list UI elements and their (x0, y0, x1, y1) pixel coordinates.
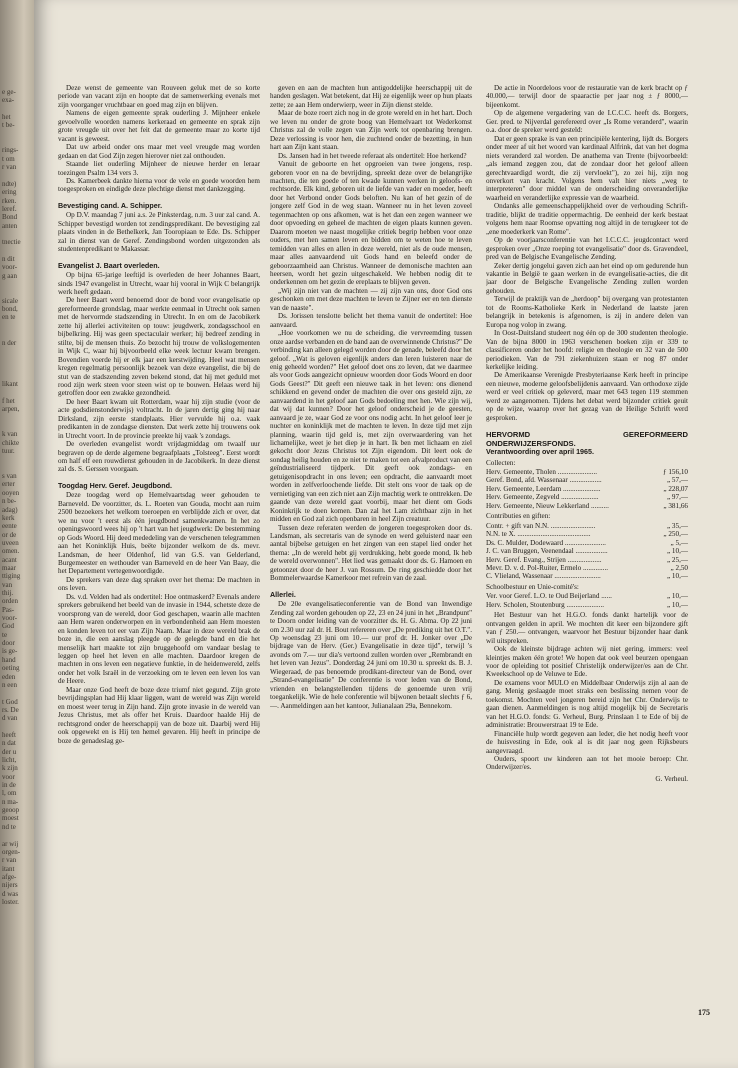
margin-fragment: te (2, 630, 8, 639)
margin-fragment: afge- (2, 872, 17, 881)
paragraph: Op bijna 65-jarige leeftijd is overleden de heer Johannes Baart, sinds 1947 evangelist in Utrecht, waar hij vooral in Wijk C belangrijk werk heeft gedaan. (58, 271, 260, 296)
margin-fragment: t God (2, 697, 18, 706)
margin-fragment: maar (2, 563, 16, 572)
ledger-amount: „ 25,— (666, 555, 688, 564)
margin-fragment: God (2, 622, 15, 631)
ledger-row (486, 468, 688, 476)
ledger-label: Mevr. D. v. d. Pol-Ruiter, Ermelo .............. (486, 564, 609, 573)
margin-fragment: likant (2, 380, 18, 389)
paragraph: In Oost-Duitsland studeert nog één op de 300 studenten theologie. Van de bijna 8000 in 1963 verschenen boeken zijn er 339 te classificeren onder het hoofd: religie en theologie en 32 van de 500 periodieken. Van de 791 ziekenhuizen staan er nog 87 onder kerkelijke leiding. (486, 329, 688, 371)
margin-fragment: orgen- (2, 847, 21, 856)
paragraph: Zeker dertig jongelui gaven zich aan het eind op om gedurende hun vakantie in België te gaan werken in de evangelisatie-acties, die dit jaar door de Belgische Evangelische Zending zullen worden gehouden. (486, 261, 688, 295)
paragraph: Staande liet ouderling Mijnheer de nieuwe herder en leraar toezingen Psalm 134 vers 3. (58, 160, 260, 177)
collections-ledger (486, 468, 688, 510)
column-1 (58, 84, 260, 1044)
paragraph: Op de algemene vergadering van de I.C.C.C. heeft ds. Borgers, Ger. pred. te Nijverdal gerefereerd over „Is Rome veranderd", waarin o.a. door de spreker werd gesteld: (486, 109, 688, 135)
margin-fragment: rken. (2, 196, 17, 205)
paragraph: Deze wenst de gemeente van Rouveen geluk met de so korte periode van vacant zijn en hoopte dat de samenwerking evenals met zijn voorganger vruchtbaar en goed mag zijn en blijven. (58, 84, 260, 109)
paragraph: Dat er geen sprake is van een principiële kentering, lijdt ds. Borgers onder meer af uit het woord van kardinaal Alfrink, dat van het dogma niets veranderd zal worden. De anathema van Trente (bijvoorbeeld: „als iemand zeggen zou, dat de zondaar door het geloof alleen gerechtvaardigd wordt, die zij vervloekt"), zo zei hij, zijn nog onverkort van kracht. Volgens hem valt hier niets „weg te interpreteren" door middel van de onderscheiding onveranderlijke waarheid en veranderlijke expressie van de waarheid. (486, 134, 688, 202)
schools-label: Schoolbestuur en Unie-comité's: (486, 582, 579, 591)
margin-fragment: r van (2, 163, 17, 172)
article-heading: Evangelist J. Baart overleden. (58, 261, 160, 270)
margin-fragment: Pas- (2, 605, 15, 614)
margin-fragment: nijers (2, 881, 18, 890)
margin-fragment: anten (2, 221, 18, 230)
margin-fragment: eente (2, 522, 17, 531)
margin-fragment: in de (2, 781, 16, 790)
paragraph: Het Bestuur van het H.G.O. fonds dankt hartelijk voor de ontvangen gelden in april. We mochten dit keer een bijzondere gift van ƒ 250.— ontvangen, waarvoor het Bestuur bijzonder haar dank wil uitspreken. (486, 611, 688, 645)
margin-fragment: n dat (2, 739, 16, 748)
ledger-row (486, 556, 688, 564)
column-3 (486, 84, 688, 1044)
ledger-amount: „ 35,— (666, 521, 688, 530)
paragraph: Tussen deze referaten werden de jongeren toegesproken door ds. Landsman, als secretaris van de synode en werd geluisterd naar een aantal bijbelse getuigen en het zingen van een stapel lied onder het thema: „In de wereld hebt gij verdrukking, hebt goede mond, Ik heb de wereld overwonnen". Het lied was gemaakt door ds. G. Hamoen en getoonzet door de heer J. van Rossum. De ring geschiedde door het Bommelerwaardse Kamerkoor met refrein van de zaal. (270, 523, 472, 583)
margin-fragment: ering (2, 188, 17, 197)
paragraph: Ds. v.d. Velden had als ondertitel: Hoe ontmaskerd? Evenals andere sprekers gebruikend het beeld van de invasie in 1944, schetste deze de voorsprong van de wereld, door God geschapen, waarin alle machten aan Hem waren onderworpen en in verbondenheid aan Hem moesten en konden leven tot eer van Zijn Naam. Maar in deze wereld brak de boze in, die een aanslag pleegde op de gelegde band en die het menselijk hart maakte tot zijn bruggehoofd om vandaar beslag te leggen op heel het leven en alle machten. Daardoor kregen de machten in ons leven een negatieve funktie, in de heidenwereld, zelfs onder het volk Israël in de verzoeking om te leven een leven los van de Heere. (58, 592, 260, 686)
margin-fragment: oeting (2, 664, 20, 673)
ledger-row (486, 592, 688, 600)
margin-fragment: itant (2, 864, 15, 873)
ledger-row (486, 601, 688, 609)
paragraph: De heer Baart werd benoemd door de bond voor evangelisatie op gereformeerde grondslag, maar werkte eenmaal in Utrecht ook samen met de hervormde stadszending in Utrecht. In en om de Jacobikerk zette hij allerlei activiteiten op touw: jeugdwerk, zondagsschool en bijbelkring. Hij was geen spectaculair werker; hij bedreef zending in stilte, bij de mensen thuis. Zo bezocht hij trouw de volkslogementen in Wijk C, waar hij bijvoorbeeld elke week lectuur kwam brengen. Bovendien voerde hij er elk jaar een kerstwijding. Heel wat mensen kregen regelmatig persoonlijk bezoek van deze evangelist, die bij de stut van de stadszending zeven bekend stond, dat hij met geduld met rood zijn werk steen voor steen wist op te bouwen. Helaas werd hij getroffen door een zwakke gezondheid. (58, 296, 260, 398)
margin-fragment: orden (2, 597, 18, 606)
gifts-label: Contributies en giften: (486, 512, 551, 521)
margin-fragment: f het (2, 396, 15, 405)
margin-fragment: hand (2, 655, 16, 664)
margin-fragment: tuur. (2, 447, 15, 456)
ledger-label: Ver. voor Geref. L.O. te Oud Beijerland ...... (486, 592, 612, 601)
paragraph: Op de voorjaarsconferentie van het I.C.C.C. jeugdcontact werd gesproken over „Onze roeping tot evangelisatie" door ds. Gravendeel, pred van de Belgische Evangelische Zending. (486, 236, 688, 262)
ledger-label: Contr. + gift van N.N. ......................... (486, 521, 596, 530)
margin-fragment: sicale (2, 296, 18, 305)
margin-fragment: k van (2, 430, 18, 439)
fund-title: HERVORMD GEREFORMEERD ONDERWIJZERSFONDS. (486, 430, 688, 449)
ledger-label: Herv. Scholen, Stoutenburg ..................... (486, 600, 605, 609)
margin-fragment: r van (2, 856, 17, 865)
ledger-row (486, 502, 688, 510)
ledger-amount: „ 250,— (663, 530, 688, 539)
margin-fragment: Bond (2, 213, 18, 222)
margin-fragment: l, om (2, 789, 17, 798)
paragraph: Maar de boze roert zich nog in de grote wereld en in het hart. Doch we leven nu onder de grote boog van Hemelvaart tot Wederkomst Christus zal de volle zegen van Zijn werk tot openbaring brengen. Deze verlossing is voor hen, die zuchtend onder de bezetting, in hun hart aan Zijn kant staan. (270, 109, 472, 152)
margin-fragment: thij. (2, 589, 14, 597)
margin-fragment: n een (2, 680, 17, 689)
margin-fragment: geoop (2, 806, 20, 815)
margin-fragment: door (2, 639, 15, 648)
ledger-row (486, 547, 688, 555)
margin-fragment: rings- (2, 146, 19, 155)
ledger-label: Herv. Gemeente, Nieuw Lekkerland .......... (486, 501, 609, 510)
ledger-amount: „ 381,66 (663, 501, 688, 510)
margin-fragment: erter (2, 480, 15, 489)
margin-fragment: t om (2, 154, 15, 163)
margin-fragment: g aan (2, 271, 17, 280)
ledger-amount: „ 10,— (666, 547, 688, 556)
page (34, 0, 738, 1068)
paragraph: Ds. Jorissen tenslotte belicht het thema vanuit de ondertitel: Hoe aanvaard. (270, 312, 472, 329)
ledger-row (486, 476, 688, 484)
margin-fragment: voor (2, 772, 15, 781)
margin-fragment: der u (2, 747, 17, 756)
margin-fragment: is ge- (2, 647, 18, 656)
margin-fragment: chikte (2, 438, 20, 447)
ledger-label: Geref. Bond, afd. Wassenaar .................. (486, 476, 602, 485)
paragraph: De actie in Noordeloos voor de restauratie van de kerk bracht op ƒ 40.000,— terwijl door de spaaractie per jaar nog ± ƒ 8000,— bijeenkomt. (486, 84, 688, 109)
paragraph: Vanuit de geboorte en het opgroeien van twee jongens, resp. geboren voor en na de bevrijding, spreekt deze over de belangrijke machten, die ten goede of ten kwade kunnen werken in geloofs- en rechtsorde. Elk kind, geboren uit de liefde van vader en moeder, heeft door het Verbond onder Gods beloften. Nu kan of het gezin of de jongere zelf God in de weg staan. Wanneer nu in het leven zoveel tegenmachten op ons afkomen, wat is het dan een zegen wanneer we door opvoeding en geheel de machten de eigen plaats kunnen geven. Daarom moeten we naast mogelijke critiek begrip hebben voor onze ouders, met hen samen leven en bidden om te weten hoe te leven temidden van alles en allen in deze wereld, niet als de oude mensen, maar alles aanvaardend uit Gods hand en beleefd onder de geboorzaamheid aan Christus. Wanneer de demonische machten aan heersen, wordt het gezin uitgeschakeld. We hebben nodig dit te onderkennen om het gezin de ereplaats te blijven geven. (270, 160, 472, 287)
article-heading: Allerlei. (270, 590, 296, 599)
ledger-label: Ds. C. Mulder, Dodewaard ....................... (486, 538, 606, 547)
margin-fragment: n ma- (2, 797, 19, 806)
ledger-row (486, 522, 688, 530)
column-3-articles (486, 84, 688, 422)
ledger-amount: „ 97,— (666, 493, 688, 502)
margin-fragment: d was (2, 889, 19, 898)
paragraph: De heer Baart kwam uit Rotterdam, waar hij zijn studie (voor de acte godsdienstonderwijs) voltracht. In de jaren dertig ging hij naar Dirksland, zijn eerste standplaats. Hier vervulde hij o.a. vaak predikanten in de zondagse diensten. Dat werk zette hij trouwens ook in Utrecht voort. In de provincie preekte hij vaak 's zondags. (58, 397, 260, 440)
margin-fragment: tnectie (2, 238, 21, 247)
paragraph: Dat uw arbeid onder ons maar met veel vreugde mag worden gedaan en dat God Zijn zegen hierover niet zal onthouden. (58, 143, 260, 160)
margin-fragment: e ge- (2, 88, 16, 96)
paragraph: Ds. Kamerbeek dankte hierna voor de vele en goede woorden hem toegesproken en eindigde deze plechtige dienst met dankzegging. (58, 176, 260, 194)
ledger-amount: „ 10,— (666, 592, 688, 601)
column-2 (270, 84, 472, 1044)
paragraph: De sprekers van deze dag spraken over het thema: De machten in ons leven. (58, 575, 260, 593)
margin-fragment: s van (2, 472, 17, 481)
fund-closing (486, 611, 688, 772)
margin-fragment: ndte) (2, 179, 17, 188)
margin-fragment: voor- (2, 263, 18, 272)
page-number: 175 (698, 1008, 710, 1017)
margin-fragment: leref. (2, 204, 17, 213)
ledger-amount: „ 10,— (666, 572, 688, 581)
paragraph: „Hoe voorkomen we nu de scheiding, die vervreemding tussen onze aardse verbanden en de band aan de overwinnende Christus?" De verbinding kan alleen gelegd worden door de genade, beleefd door het geloof. „Wat is geloven eigenlijk anders dan leren luisteren naar de enig geheeld worden?" Het geloof doet ons zo leven, dat we daarmee als voor Gods aangezicht opnieuw woorden door Gods Woord en door Gods Geest?" Dit geeft een nieuwe taak in het leven: ons dienend schikkend en gevend onder de machten die over ons gesteld zijn, ze aanvaardend in het geloof aan Gods bedoeling met hen. Wie zijn wij, dat wij dat kunnen? Door het geloof onderscheid je de geesten, aanvaard je ze, waar God ze voor ons nodig acht. In het geloof leer je nuchter en koninklijk met de machten te leven. In deze tijd met zijn planning, waarin tijd geld is, met zijn overwaardering van het lichamelijke, weet je het diep je in hart. Ik ben met lichaam en ziel gekocht door Jezus Christus tot Zijn eigendom. Dit leert ook de sondag heilig houden en ze niet te maken tot een afvalproduct van een geïndustrialiseerd tijdperk. Dit geeft ook zondags- en getuigenisopdracht in ons leven; een opdracht, die aanvaardt moet worden in zelfverloochende liefde. Dit stelt ons voor de taak op de vernietiging van een zich niet aan Zijn machtig werk te onttrekken. De gaande van deze wereld gaat voorbij, maar het dient om Gods Koninkrijk te doen komen. Dan zal het Lam zichtbaar zijn in het midden en God zal zich openbaren in heel Zijn creatuur. (270, 329, 472, 524)
article-heading: Bevestiging cand. A. Schipper. (58, 201, 163, 210)
margin-fragment: d van (2, 714, 18, 723)
paragraph: De Amerikaanse Verenigde Presbyteriaanse Kerk heeft in principe een nieuwe, moderne geloofsbelijdenis aanvaard. Van orthodoxe zijde werd er veel critiek op geleverd, maar met 643 tegen 119 stemmen werd ze aangenomen. Tijdens het debat werd bijzonder critiek geuit op de wijze, waarop over het gezag van de Heilige Schrift werd gesproken. (486, 371, 688, 422)
margin-fragment: loster. (2, 897, 19, 906)
margin-fragment: rs. De (2, 705, 19, 714)
ledger-label: Herv. Gemeente, Leerdam ..................... (486, 484, 601, 493)
ledger-amount: „ 228,07 (663, 484, 688, 493)
paragraph: Ook de kleinste bijdrage achten wij niet gering, immers: veel kleintjes maken één grote! We hopen dat ook veel beurzen opengaan voor de opleiding tot positief Christelijk onderwijzer/es aan de Chr. Kweekschool op de Veluwe te Ede. (486, 645, 688, 679)
gifts-ledger (486, 522, 688, 581)
margin-fragment: moest (2, 814, 19, 823)
margin-fragment: omen. (2, 547, 20, 556)
paragraph: Namens de eigen gemeente sprak ouderling J. Mijnheer enkele gevoelvolle woorden namens kerkeraad en gemeente en sprak zijn grote vreugde uit over het feit dat de gemeente maar zo korte tijd vacant is geweest. (58, 109, 260, 143)
ledger-amount: „ 5,— (670, 538, 688, 547)
margin-fragment: t be- (2, 121, 15, 130)
margin-fragment: or de (2, 530, 17, 539)
margin-fragment: n dit (2, 255, 15, 263)
margin-fragment: exa- (2, 96, 15, 105)
paragraph: „Wij zijn niet van de machten — zij zijn van ons, door God ons geschonken om met deze machten te leven te Zijner eer en ten dienste van de naaste". (270, 286, 472, 312)
paragraph: De examens voor MULO en Middelbaar Onderwijs zijn al aan de gang. Menig geslaagde moet straks een beslissing nemen voor de toekomst. Mochten veel jongeren bereid zijn het Chr. Onderwijs te gaan dienen. Aanmeldingen is nog altijd mogelijk bij de Secretaris van het H.G.O. fonds: G. Verheul, Burg. Prinslaan 1 te Ede of bij de administratie: Brouwerstraat 19 te Ede. (486, 678, 688, 730)
paragraph: Financiële hulp wordt gegeven aan leder, die het nodig heeft voor de huisvesting in Ede, ook al is dit jaar nog geen Rijksbeurs aangevraagd. (486, 729, 688, 755)
paragraph: Op D.V. maandag 7 juni a.s. 2e Pinksterdag, n.m. 3 uur zal cand. A. Schipper bevestigd worden tot zendingspredikant. De bevestiging zal plaats vinden in de Bethelkerk, Jan Tooropiaan te Ede. Ds. Schipper zal in dienst van de Geref. Zendingsbond worden uitgezonden als studentenpredikant te Makassar. (58, 211, 260, 254)
ledger-row (486, 572, 688, 580)
margin-fragment: ttiging (2, 572, 21, 581)
fund-section (486, 430, 688, 783)
margin-fragment: het (2, 113, 11, 122)
ledger-row (486, 493, 688, 501)
margin-fragment: voor- (2, 614, 18, 623)
paragraph: Ds. Jansen had in het tweede referaat als ondertitel: Hoe herkend? (278, 151, 467, 160)
ledger-label: C. Vlieland, Wassenaar .......................... (486, 572, 601, 581)
margin-fragment: ooyen (2, 488, 20, 497)
ledger-row (486, 530, 688, 538)
margin-fragment: arpen, (2, 405, 20, 414)
margin-fragment: licht, (2, 756, 17, 764)
margin-fragment: k zijn (2, 764, 18, 773)
paragraph: De overleden evangelist wordt vrijdagmiddag om twaalf uur begraven op de derde algemene begraafplaats „Tolsteeg". Eerst wordt om half elf een rouwdienst gehouden in de Jacobikerk. In deze dienst zal ds. S. Gerssen voorgaan. (58, 440, 260, 474)
paragraph: Ouders, spoort uw kinderen aan tot het mooie beroep: Chr. Onderwijzer/es. (486, 754, 688, 772)
ledger-amount: „ 57,— (666, 476, 688, 485)
paragraph: Deze toogdag werd op Hemelvaartsdag weer gehouden te Barneveld. De voorzitter, ds. L. Roeten van Gouda, mocht aan ruim 2500 bezoekers het welkom toeroepen en verblijdde zich er over, dat we nu voor 't eerst als één jeugdbond samenkwamen. In het zo openingswoord wees hij op 't hart van het jeugdwerk: De bestemming op Gods Woord. Hij deed mededeling van de verschenen telegrammen aan het Koninklijk Huis, beëte bijzonder welkom de ds. mevr. Landsman, de heer Oldenhof, lid van G.S. van Gelderland, Burgemeester en wethouder van Barneveld en de heer Van Baay, die het Departement vertegenwoordigde. (58, 491, 260, 576)
article-heading: Toogdag Herv. Geref. Jeugdbond. (58, 481, 172, 490)
paragraph: De 20e evangelisatieconferentie van de Bond van Inwendige Zending zal worden gehouden op 22, 23 en 24 juni in het „Brandpunt" te Doorn onder leiding van de voorzitter ds. H. G. Abma. Op 22 juni om 2.30 uur zal dr. H. Bout refereren over „De prediking uit het O.T.". Op woensdag 23 juni om 10.— uur prof dr. H. Jonker over „De bijdrage van de Herv. (Ger.) Evangelisatie in deze tijd", terwijl 's avonds om 7.— uur dia's vertoond zullen worden over „Rembrandt en het leven van Jezus". Donderdag 24 juni om 10.30 u. spreekt ds. B. J. Wiegeraad, de pas benoemde prodikant-directeur van de Bond, over „Strand-evangelisatie" De conferentie is voor leden van de Bond, vrienden en belangstellenden tijdens de genoemde uren vrij toegankelijk. Wie de hele conferentie wil bijwonen betaalt slechts ƒ 6,—. Aanmeldingen aan het kantoor, Julianalaan 29a, Bennekom. (270, 600, 472, 710)
ledger-amount: „ 2,50 (670, 564, 688, 573)
paragraph: Ondanks alle gemeenschappelijkheid over de verhouding Schrift-traditie, blijkt de traditie oppermachtig. De eenheid der kerk bestaat volgens hem naar Roomse opvatting nog altijd in de terugkeer tot de „ene moederkerk van Rome". (486, 202, 688, 236)
margin-fragment: en te (2, 313, 16, 322)
ledger-row (486, 485, 688, 493)
margin-fragment: ar wij (2, 839, 19, 848)
margin-fragment: van (2, 580, 13, 589)
paragraph: Terwijl de praktijk van de „herdoop" bij overgang van protestanten tot de Rooms-Katholieke Kerk in Nederland de laatste jaren belangrijk in betekenis is afgenomen, is zij in andere delen van Europa nog volop in zwang. (486, 295, 688, 329)
fund-subtitle: Verantwoording over april 1965. (486, 448, 594, 457)
margin-fragment: bond, (2, 305, 18, 314)
schools-ledger (486, 592, 688, 609)
paragraph: Maar onze God heeft de boze deze triumf niet gegund. Zijn grote bevrijdingsplan had Hij klaar liggen, want de wereld was Zijn wereld en moest weer terug in Zijn hand. Zijn grote invasie in de wereld van Jezus Christus, met als offer het Kruis. Daardoor haalde Hij de rechtsgrond onder de heerschappij van de boze uit. Daarbij werd Hij ook opgewekt en is Hij ten hemel gevaren. Hij heeft in principe de boze de genadeslag ge- (58, 685, 260, 745)
previous-page-edge (0, 0, 34, 1068)
paragraph: geven en aan de machten hun antigoddelijke heerschappij uit de handen geslagen. Wat betekent, dat Hij ze eigenlijk weer op hun plaats zette; ze aan Hem onderwierp, weer in Zijn dienst stelde. (270, 84, 472, 109)
margin-fragment: kerk (2, 513, 15, 522)
ledger-amount: ƒ 156,10 (663, 468, 688, 477)
ledger-label: N.N. te X. ......................................... (486, 530, 591, 539)
ledger-row (486, 564, 688, 572)
ledger-row (486, 539, 688, 547)
signature: G. Verheul. (655, 774, 688, 783)
margin-fragment: heeft (2, 730, 16, 739)
ledger-label: Herv. Geref. Evang., Strijen ................... (486, 555, 602, 564)
margin-fragment: uveen (2, 538, 19, 547)
collected-label: Collecten: (486, 458, 516, 467)
ledger-amount: „ 10,— (666, 600, 688, 609)
margin-fragment: n der (2, 338, 17, 347)
margin-fragment: adag) (2, 505, 18, 514)
ledger-label: J. C. van Bruggen, Veenendaal .................. (486, 547, 608, 556)
margin-fragment: acant (2, 555, 17, 564)
margin-fragment: nd te (2, 822, 16, 831)
ledger-label: Herv. Gemeente, Tholen ...................... (486, 468, 598, 477)
margin-fragment: n be- (2, 497, 17, 506)
margin-fragment: eden (2, 672, 16, 681)
ledger-label: Herv. Gemeente, Zegveld ..................... (486, 493, 599, 502)
